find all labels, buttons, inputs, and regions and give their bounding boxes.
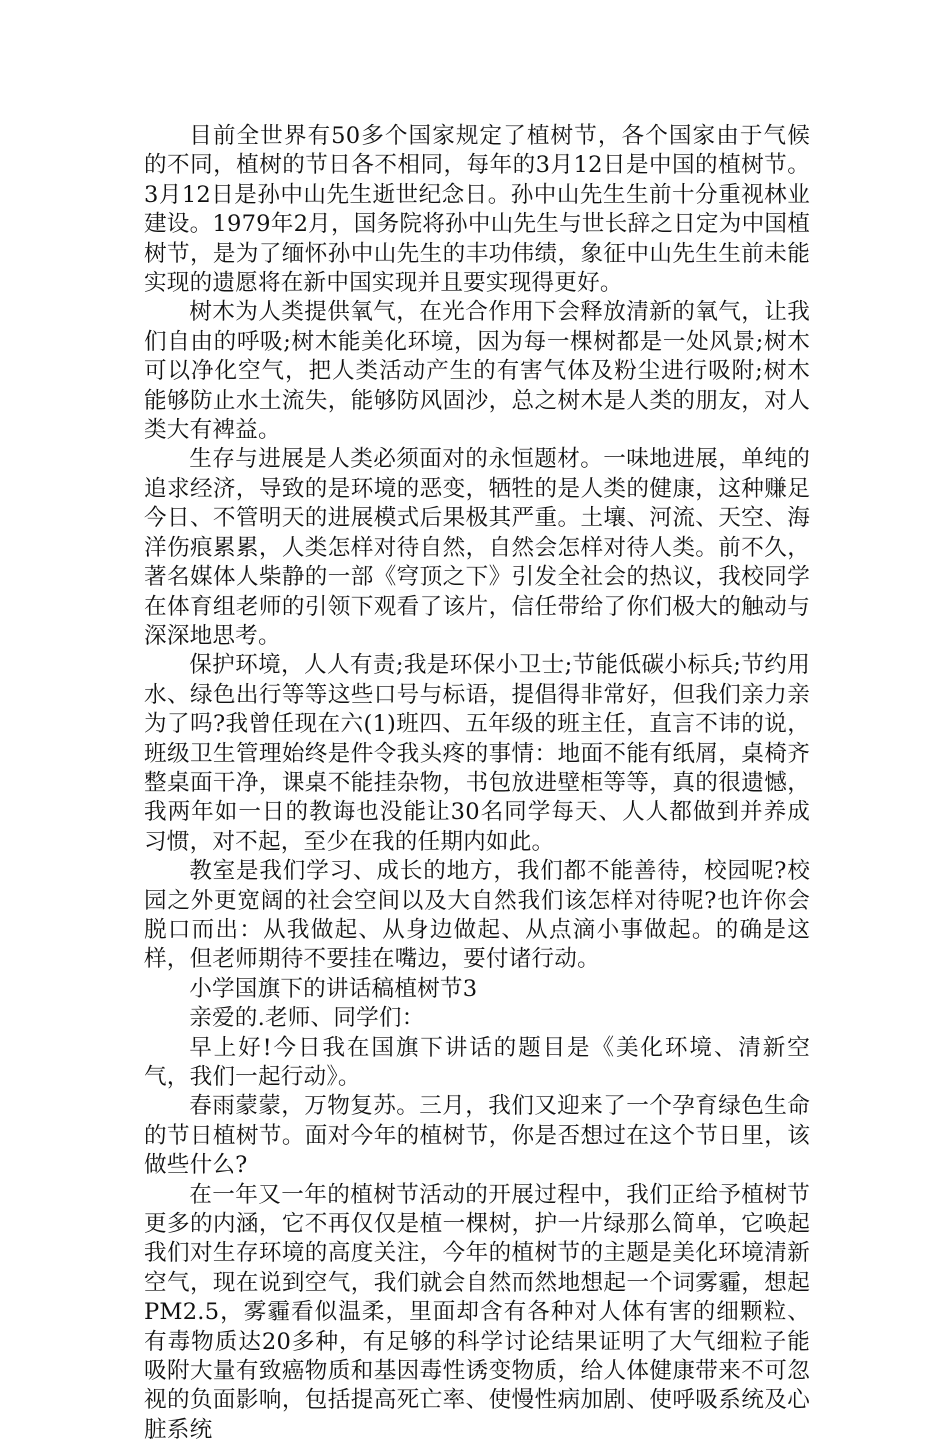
paragraph-spring: 春雨蒙蒙，万物复苏。三月，我们又迎来了一个孕育绿色生命的节日植树节。面对今年的植树节，你是否想过在这个节日里，该做些什么? [144, 1093, 810, 1179]
paragraph-5: 教室是我们学习、成长的地方，我们都不能善待，校园呢?校园之外更宽阔的社会空间以及大自然我们该怎样对待呢?也许你会脱口而出：从我做起、从身边做起、从点滴小事做起。的确是这样，但老师期待不要挂在嘴边，要付诸行动。 [144, 858, 810, 973]
paragraph-air-quality: 在一年又一年的植树节活动的开展过程中，我们正给予植树节更多的内涵，它不再仅仅是植一棵树，护一片绿那么简单，它唤起我们对生存环境的高度关注，今年的植树节的主题是美化环境清新空气，现在说到空气，我们就会自然而然地想起一个词雾霾，想起PM2.5，雾霾看似温柔，里面却含有各种对人体有害的细颗粒、有毒物质达20多种，有足够的科学讨论结果证明了大气细粒子能吸附大量有致癌物质和基因毒性诱变物质，给人体健康带来不可忽视的负面影响，包括提高死亡率、使慢性病加剧、使呼吸系统及心脏系统 [144, 1181, 810, 1443]
salutation: 亲爱的.老师、同学们： [189, 1005, 425, 1032]
section-heading: 小学国旗下的讲话稿植树节3 [189, 975, 478, 1002]
paragraph-4: 保护环境，人人有责;我是环保小卫士;节能低碳小标兵;节约用水、绿色出行等等这些口号与标语，提倡得非常好，但我们亲力亲为了吗?我曾任现在六(1)班四、五年级的班主任，直言不讳的说，班级卫生管理始终是件令我头疼的事情：地面不能有纸屑，桌椅齐整桌面干净，课桌不能挂杂物，书包放进壁柜等等，真的很遗憾，我两年如一日的教诲也没能让30名同学每天、人人都做到并养成习惯，对不起，至少在我的任期内如此。 [144, 652, 810, 855]
paragraph-2: 树木为人类提供氧气，在光合作用下会释放清新的氧气，让我们自由的呼吸;树木能美化环境，因为每一棵树都是一处风景;树木可以净化空气，把人类活动产生的有害气体及粉尘进行吸附;树木能够防止水土流失，能够防风固沙，总之树木是人类的朋友，对人类大有裨益。 [144, 299, 810, 444]
paragraph-greeting: 早上好!今日我在国旗下讲话的题目是《美化环境、清新空气，我们一起行动》。 [144, 1034, 810, 1090]
document-body [144, 122, 810, 1445]
paragraph-1: 目前全世界有50多个国家规定了植树节，各个国家由于气候的不同，植树的节日各不相同，每年的3月12日是中国的植树节。3月12日是孙中山先生逝世纪念日。孙中山先生生前十分重视林业建设。1979年2月，国务院将孙中山先生与世长辞之日定为中国植树节，是为了缅怀孙中山先生的丰功伟绩，象征中山先生生前未能实现的遗愿将在新中国实现并且要实现得更好。 [144, 123, 810, 297]
paragraph-3: 生存与进展是人类必须面对的永恒题材。一味地进展，单纯的追求经济，导致的是环境的恶变，牺牲的是人类的健康，这种赚足今日、不管明天的进展模式后果极其严重。土壤、河流、天空、海洋伤痕累累，人类怎样对待自然，自然会怎样对待人类。前不久，著名媒体人柴静的一部《穹顶之下》引发全社会的热议，我校同学在体育组老师的引领下观看了该片，信任带给了你们极大的触动与深深地思考。 [144, 446, 810, 649]
